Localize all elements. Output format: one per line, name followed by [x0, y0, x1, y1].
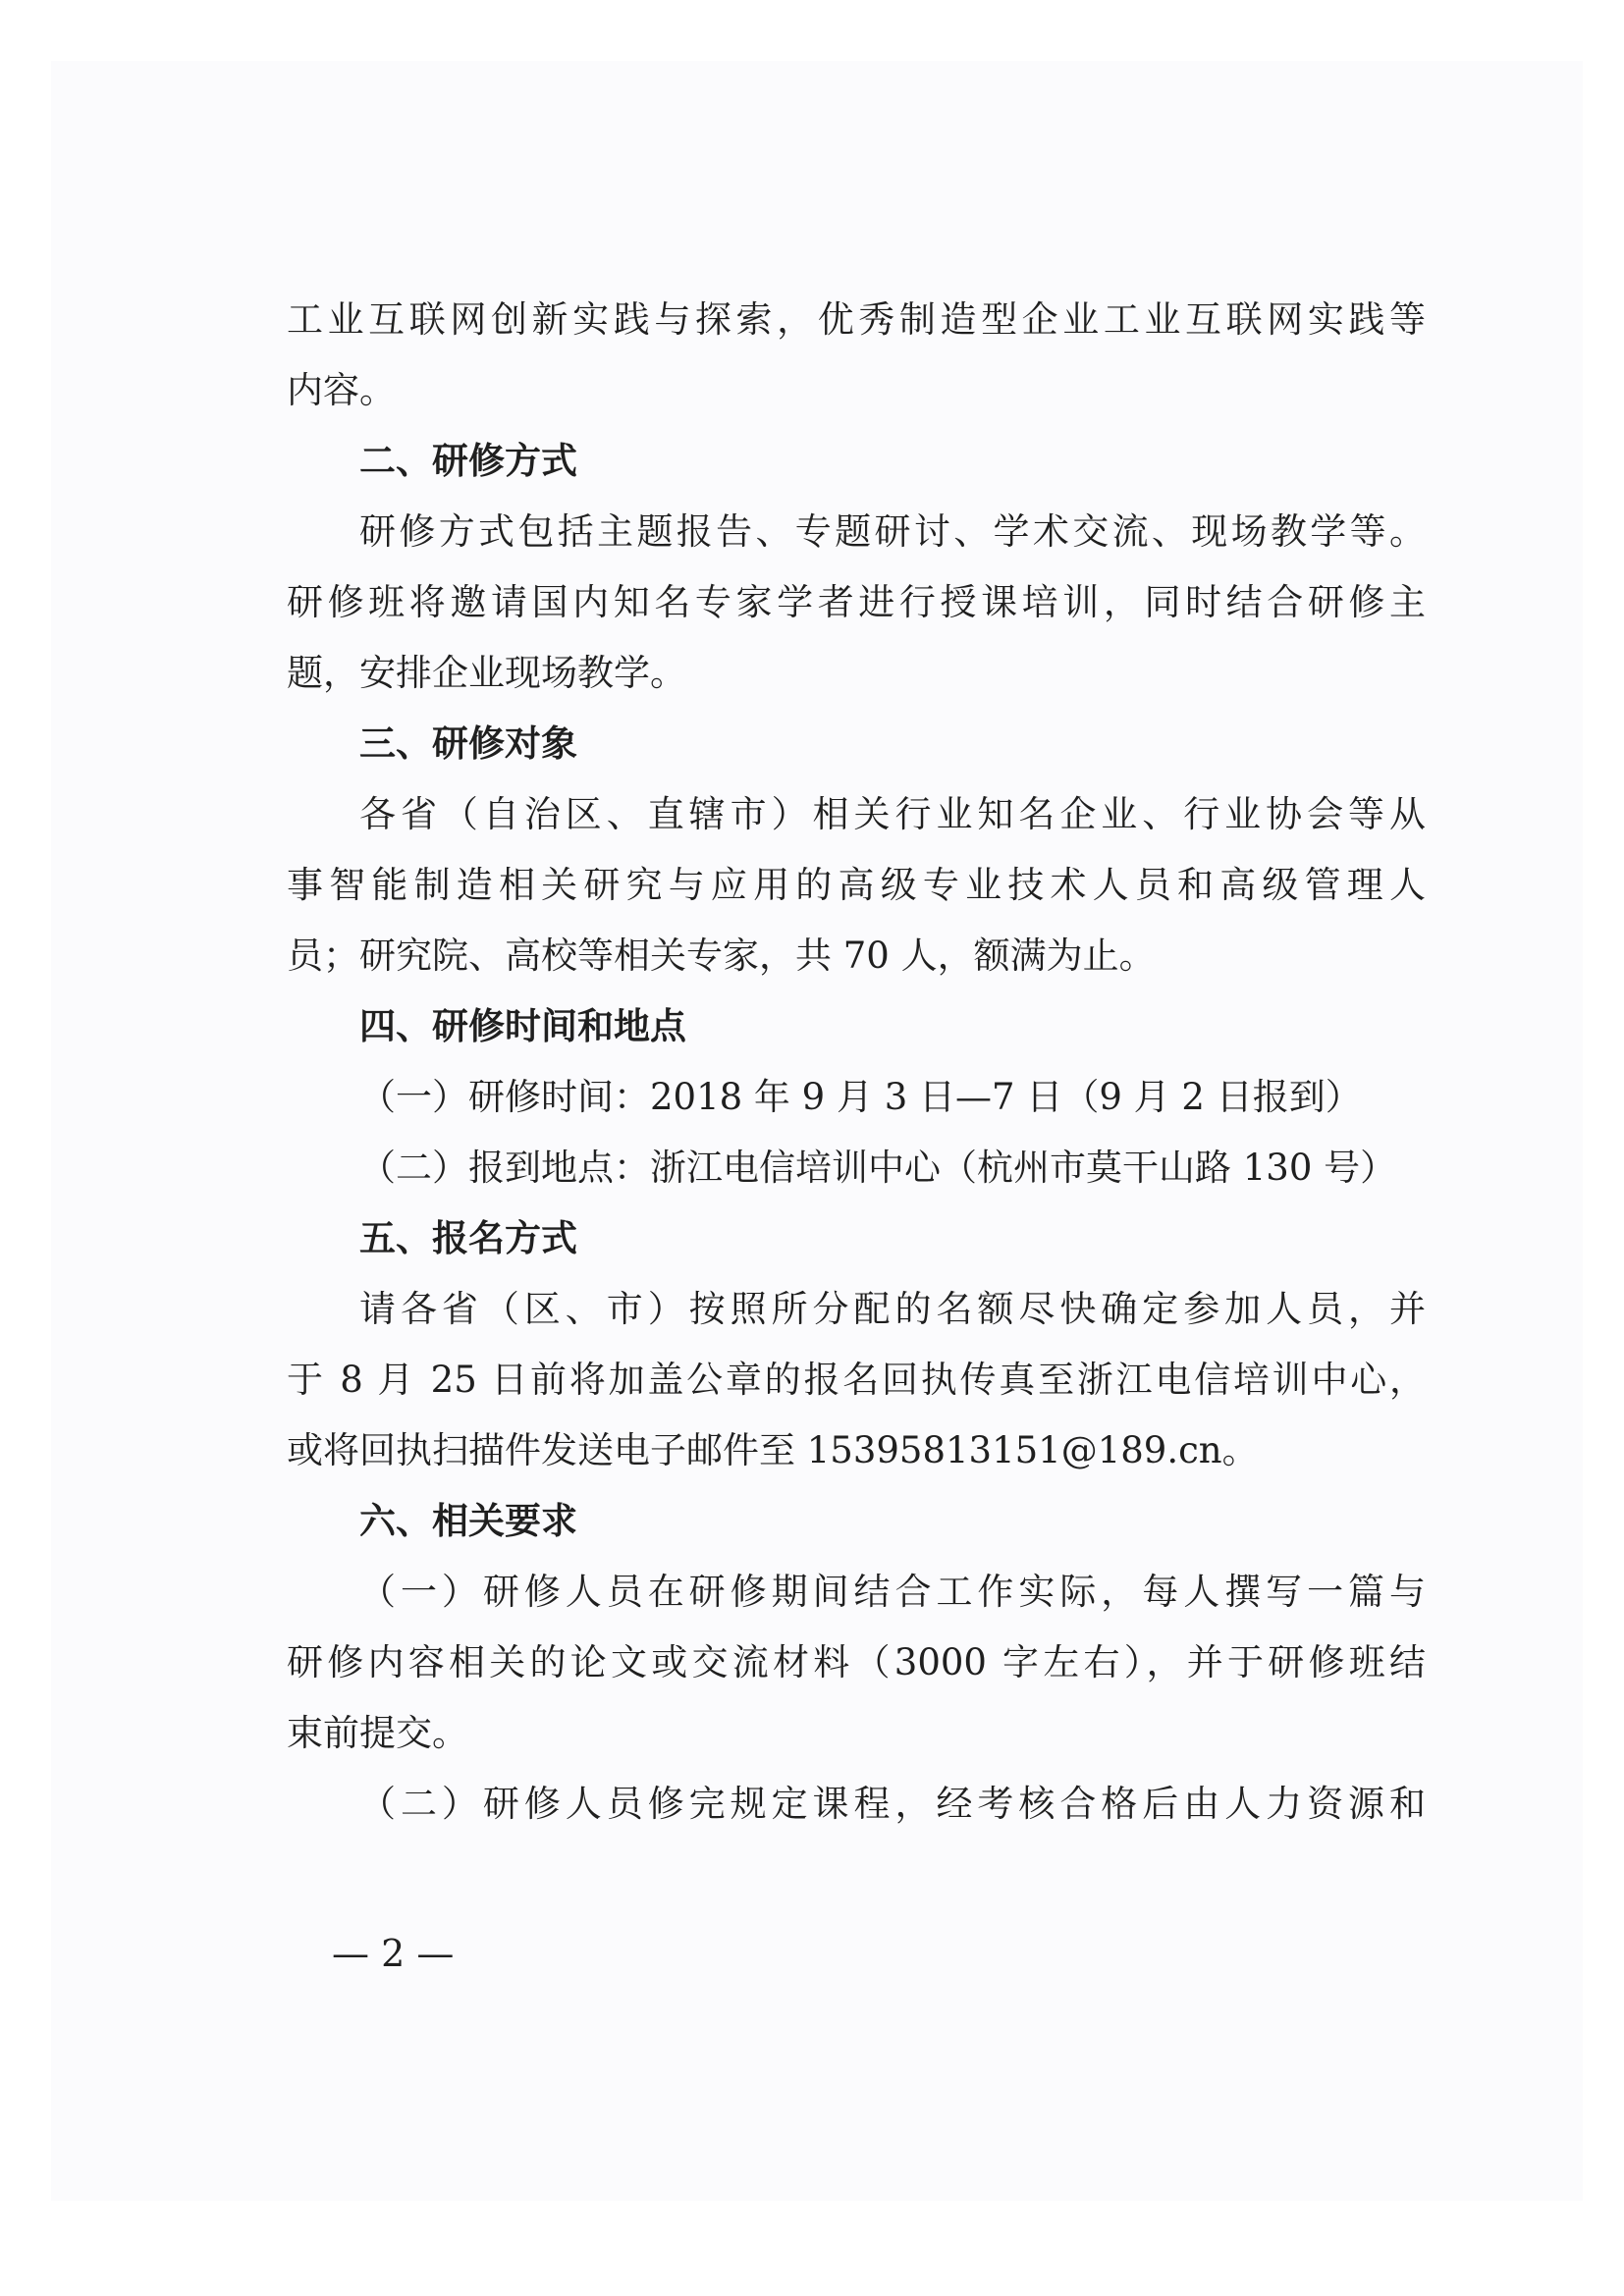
body-line: 或将回执扫描件发送电子邮件至 15395813151@189.cn。: [287, 1429, 1259, 1471]
body-line: 工业互联网创新实践与探索，优秀制造型企业工业互联网实践等: [287, 298, 1426, 341]
section-heading-registration: 五、报名方式: [359, 1217, 577, 1259]
body-line: 题，安排企业现场教学。: [287, 652, 686, 694]
body-line: 束前提交。: [287, 1712, 468, 1754]
section-heading-study-method: 二、研修方式: [359, 440, 577, 482]
body-line: 研修班将邀请国内知名专家学者进行授课培训，同时结合研修主: [287, 581, 1426, 623]
body-line: （一）研修时间：2018 年 9 月 3 日—7 日（9 月 2 日报到）: [359, 1076, 1362, 1118]
body-line: 请各省（区、市）按照所分配的名额尽快确定参加人员，并: [359, 1288, 1426, 1330]
body-line: （二）研修人员修完规定课程，经考核合格后由人力资源和: [359, 1783, 1426, 1825]
body-line: 内容。: [287, 369, 396, 411]
body-line: 研修内容相关的论文或交流材料（3000 字左右），并于研修班结: [287, 1641, 1426, 1683]
body-line: （二）报到地点：浙江电信培训中心（杭州市莫干山路 130 号）: [359, 1147, 1397, 1189]
section-heading-study-target: 三、研修对象: [359, 722, 577, 765]
section-heading-requirements: 六、相关要求: [359, 1500, 577, 1542]
body-line: 事智能制造相关研究与应用的高级专业技术人员和高级管理人: [287, 864, 1426, 906]
page-number: — 2 —: [332, 1932, 455, 1975]
body-line: （一）研修人员在研修期间结合工作实际，每人撰写一篇与: [359, 1571, 1426, 1613]
body-line: 研修方式包括主题报告、专题研讨、学术交流、现场教学等。: [359, 510, 1426, 553]
body-line: 员；研究院、高校等相关专家，共 70 人，额满为止。: [287, 934, 1156, 977]
document-body: [287, 285, 1426, 1840]
section-heading-time-place: 四、研修时间和地点: [359, 1005, 686, 1047]
body-line: 于 8 月 25 日前将加盖公章的报名回执传真至浙江电信培训中心，: [287, 1359, 1426, 1401]
body-line: 各省（自治区、直辖市）相关行业知名企业、行业协会等从: [359, 793, 1426, 835]
